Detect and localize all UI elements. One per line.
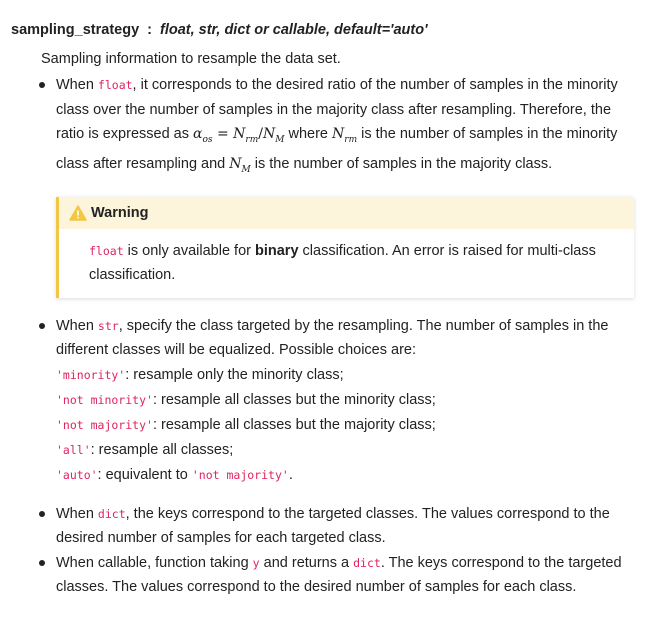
parameter-name: sampling_strategy: [11, 22, 140, 38]
inline-code: float: [89, 243, 124, 258]
list-item-str: When str, specify the class targeted by the resampling. The number of samples in the different classes will be equalized. Possible choices are: 'minority': resample only the minority class; 'not minority': resample all classes but the minority class; 'not majority': resample all classes but the majority class; 'all': resample all classes; 'auto': equivalent to 'not majority'.: [34, 314, 634, 502]
list-item-float: When float, it corresponds to the desired ratio of the number of samples in the minority class over the number of samples in the majority class after resampling. Therefore, the ratio is expressed as $\alpha_{os} = N_{rm}/N_M$ where $N_{rm}$ is the number of samples in the minority class after resampling and $N_M$ is the number of samples in the majority class. Warning float is only available for binary classification. An error is raised for multi-class classification.: [34, 73, 634, 298]
math-nm: $N_M$: [229, 156, 251, 176]
list-item-callable: When callable, function taking y and returns a dict. The keys correspond to the targeted classes. The values correspond to the desired number of samples for each class.: [34, 551, 634, 600]
math-nrm: $N_{rm}$: [332, 126, 358, 145]
warning-title-text: Warning: [91, 204, 149, 221]
inline-code: dict: [353, 555, 381, 570]
choice-item: 'minority': resample only the minority class;: [56, 366, 344, 383]
warning-title: [59, 197, 634, 229]
bold-text: binary: [255, 242, 299, 259]
choice-item: 'not majority': resample all classes but the majority class;: [56, 416, 436, 433]
parameter-separator: :: [147, 22, 152, 38]
warning-body: float is only available for binary classification. An error is raised for multi-class classification.: [89, 242, 596, 284]
choice-item: 'not minority': resample all classes but the minority class;: [56, 391, 436, 408]
warning-triangle-icon: [69, 205, 87, 221]
inline-code: float: [97, 78, 133, 92]
inline-code: str: [97, 318, 119, 333]
list-item-dict: When dict, the keys correspond to the targeted classes. The values correspond to the desired number of samples for each targeted class.: [34, 502, 634, 551]
parameter-description: Sampling information to resample the data set.: [41, 51, 341, 67]
choices-list: [56, 363, 634, 488]
parameter-type: float, str, dict or callable, default='auto': [159, 22, 428, 38]
choice-item: 'all': resample all classes;: [56, 441, 234, 458]
choice-item: 'auto': equivalent to 'not majority'.: [56, 466, 293, 483]
option-list: [34, 73, 634, 600]
inline-code: dict: [97, 506, 126, 521]
math-ratio: $\alpha_{os} = N_{rm}/N_M$: [193, 126, 285, 145]
parameter-header: [11, 22, 428, 38]
inline-code: y: [252, 555, 260, 570]
warning-admonition: [56, 197, 634, 298]
